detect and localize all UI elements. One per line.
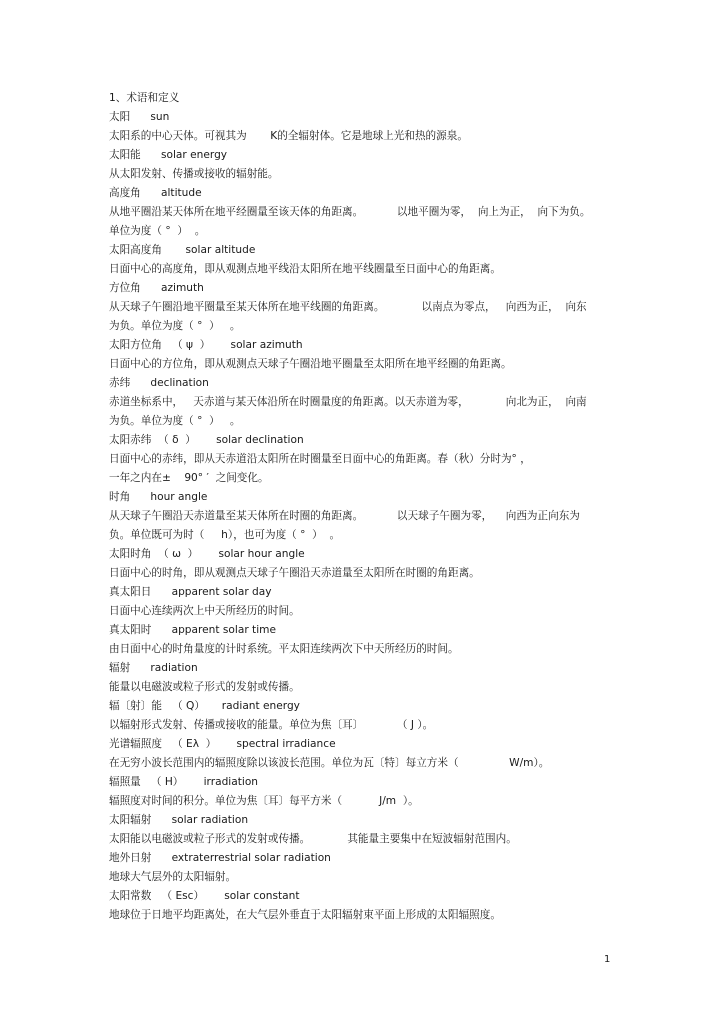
term-line: 辐〔射〕能 （ Q） radiant energy xyxy=(109,700,300,712)
page-number: 1 xyxy=(604,954,611,965)
definition-line: 从天球子午圈沿天赤道量至某天体所在时圈的角距离。 以天球子午圈为零， 向西为正向东为 xyxy=(109,510,580,522)
definition-line: 辐照度对时间的积分。单位为焦〔耳〕每平方米（ J/m ）。 xyxy=(109,795,419,807)
term-line: 太阳常数 （ Esc） solar constant xyxy=(109,890,300,902)
definition-line: 由日面中心的时角量度的计时系统。平太阳连续两次下中天所经历的时间。 xyxy=(109,643,459,655)
term-line: 赤纬 declination xyxy=(109,377,209,389)
definition-line: 从地平圈沿某天体所在地平经圈量至该天体的角距离。 以地平圈为零， 向上为正， 向下为负。 xyxy=(109,206,591,218)
definition-line: 太阳系的中心天体。可视其为 K的全辐射体。它是地球上光和热的源泉。 xyxy=(109,130,468,142)
definition-line: 赤道坐标系中， 天赤道与某天体沿所在时圈量度的角距离。以天赤道为零， 向北为正， 向南 xyxy=(109,396,587,408)
term-line: 真太阳日 apparent solar day xyxy=(109,586,272,598)
term-line: 太阳时角 （ ω ） solar hour angle xyxy=(109,548,305,560)
term-line: 真太阳时 apparent solar time xyxy=(109,624,276,636)
term-line: 方位角 azimuth xyxy=(109,282,204,294)
term-line: 太阳赤纬 （ δ ） solar declination xyxy=(109,434,304,446)
definition-line: 日面中心的赤纬，即从天赤道沿太阳所在时圈量至日面中心的角距离。春（秋）分时为° ， xyxy=(109,453,531,465)
term-line: 辐射 radiation xyxy=(109,662,198,674)
term-line: 时角 hour angle xyxy=(109,491,208,503)
definition-line: 从太阳发射、传播或接收的辐射能。 xyxy=(109,168,279,180)
term-line: 太阳方位角 （ ψ ） solar azimuth xyxy=(109,339,303,351)
term-line: 地外日射 extraterrestrial solar radiation xyxy=(109,852,331,864)
definition-line: 为负。单位为度（ ° ） 。 xyxy=(109,320,241,332)
definition-line: 地球大气层外的太阳辐射。 xyxy=(109,871,237,883)
term-line: 太阳 sun xyxy=(109,111,170,123)
term-line: 太阳辐射 solar radiation xyxy=(109,814,249,826)
definition-line: 单位为度（ ° ） 。 xyxy=(109,225,206,237)
definition-line: 能量以电磁波或粒子形式的发射或传播。 xyxy=(109,681,300,693)
term-line: 辐照量 （ H） irradiation xyxy=(109,776,259,788)
definition-line: 为负。单位为度（ ° ） 。 xyxy=(109,415,241,427)
term-line: 高度角 altitude xyxy=(109,187,202,199)
definition-line: 从天球子午圈沿地平圈量至某天体所在地平线圈的角距离。 以南点为零点， 向西为正， 向东 xyxy=(109,301,587,313)
definition-line: 地球位于日地平均距离处，在大气层外垂直于太阳辐射束平面上形成的太阳辐照度。 xyxy=(109,909,501,921)
definition-line: 一年之内在± 90° ′ 之间变化。 xyxy=(109,472,269,484)
definition-line: 日面中心的高度角，即从观测点地平线沿太阳所在地平线圈量至日面中心的角距离。 xyxy=(109,263,501,275)
term-line: 太阳能 solar energy xyxy=(109,149,228,161)
definition-line: 以辐射形式发射、传播或接收的能量。单位为焦〔耳〕 （ J ）。 xyxy=(109,719,434,731)
term-line: 太阳高度角 solar altitude xyxy=(109,244,256,256)
definition-line: 日面中心的时角，即从观测点天球子午圈沿天赤道量至太阳所在时圈的角距离。 xyxy=(109,567,480,579)
section-heading: 1、术语和定义 xyxy=(109,92,180,104)
definition-line: 在无穷小波长范围内的辐照度除以该波长范围。单位为瓦〔特〕每立方米（ W/m）。 xyxy=(109,757,550,769)
definition-line: 负。单位既可为时（ h），也可为度（ ° ） 。 xyxy=(109,529,341,541)
definition-line: 太阳能以电磁波或粒子形式的发射或传播。 其能量主要集中在短波辐射范围内。 xyxy=(109,833,517,845)
term-line: 光谱辐照度 （ Eλ ） spectral irradiance xyxy=(109,738,336,750)
definition-line: 日面中心的方位角，即从观测点天球子午圈沿地平圈量至太阳所在地平经圈的角距离。 xyxy=(109,358,512,370)
definition-line: 日面中心连续两次上中天所经历的时间。 xyxy=(109,605,300,617)
